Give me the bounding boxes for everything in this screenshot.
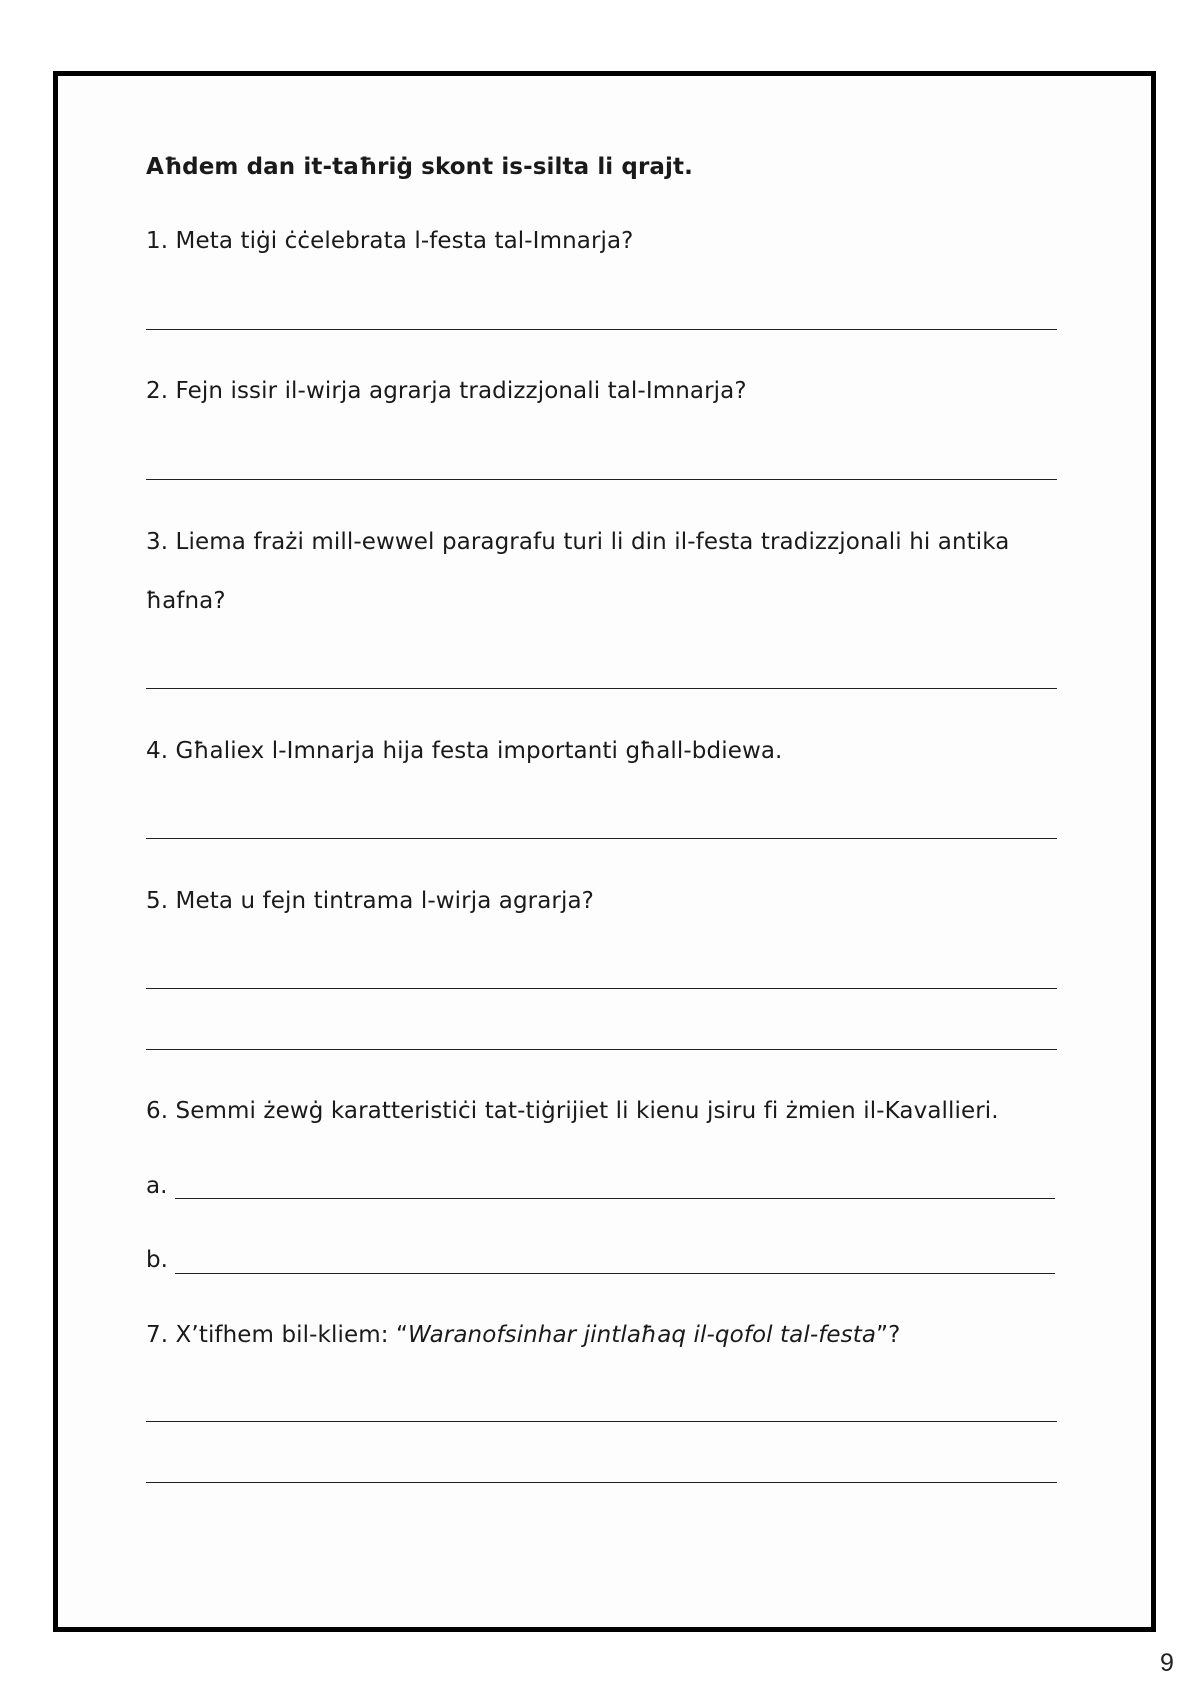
page-border bbox=[53, 71, 1156, 1632]
instruction-heading: Aħdem dan it-taħriġ skont is-silta li qrajt. bbox=[146, 154, 693, 180]
answer-line-4[interactable] bbox=[146, 838, 1057, 839]
question-7-prefix: 7. X’tifhem bil-kliem: “ bbox=[146, 1322, 408, 1348]
answer-line-3[interactable] bbox=[146, 688, 1057, 689]
question-7-quote: Waranofsinhar jintlaħaq il-qofol tal-festa bbox=[407, 1322, 877, 1348]
question-5-text: 5. Meta u fejn tintrama l-wirja agrarja? bbox=[146, 888, 594, 914]
question-7-text bbox=[146, 1322, 900, 1348]
sub-answer-a-label: a. bbox=[146, 1173, 168, 1199]
answer-line-1[interactable] bbox=[146, 329, 1057, 330]
answer-line-5b[interactable] bbox=[146, 1049, 1057, 1050]
question-3-text-line-2: ħafna? bbox=[146, 588, 226, 614]
answer-line-2[interactable] bbox=[146, 479, 1057, 480]
answer-line-5a[interactable] bbox=[146, 988, 1057, 989]
page-number: 9 bbox=[1160, 1649, 1174, 1677]
question-2-text: 2. Fejn issir il-wirja agrarja tradizzjonali tal-Imnarja? bbox=[146, 378, 747, 404]
question-6-text: 6. Semmi żewġ karatteristiċi tat-tiġrijiet li kienu jsiru fi żmien il-Kavallieri. bbox=[146, 1098, 999, 1124]
question-1-text: 1. Meta tiġi ċċelebrata l-festa tal-Imnarja? bbox=[146, 228, 634, 254]
answer-line-7b[interactable] bbox=[146, 1482, 1057, 1483]
answer-line-6a[interactable] bbox=[175, 1198, 1055, 1199]
answer-line-7a[interactable] bbox=[146, 1421, 1057, 1422]
sub-answer-b-label: b. bbox=[146, 1247, 168, 1273]
question-3-text-line-1: 3. Liema frażi mill-ewwel paragrafu turi li din il-festa tradizzjonali hi antika bbox=[146, 529, 1010, 555]
question-4-text: 4. Għaliex l-Imnarja hija festa importanti għall-bdiewa. bbox=[146, 738, 783, 764]
answer-line-6b[interactable] bbox=[175, 1273, 1055, 1274]
question-7-suffix: ”? bbox=[876, 1322, 901, 1348]
